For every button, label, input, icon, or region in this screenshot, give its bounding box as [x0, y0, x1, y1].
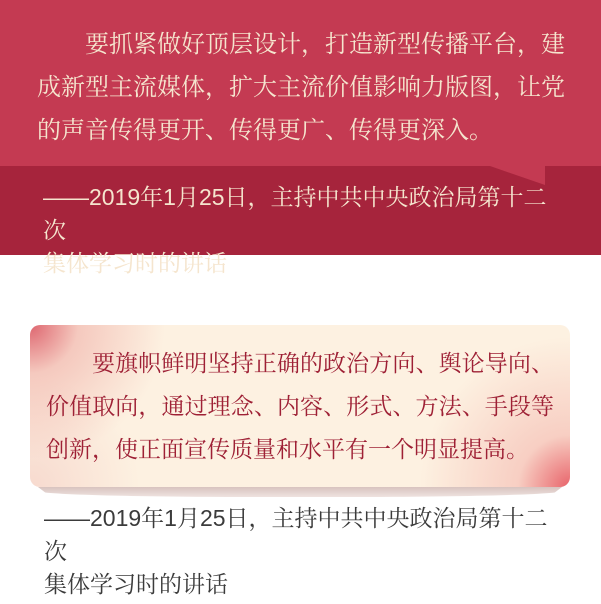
bottom-attribution-line-2: 集体学习时的讲话	[44, 571, 228, 597]
top-quote-section	[0, 0, 601, 166]
bottom-attribution	[44, 502, 561, 601]
quote-card	[30, 325, 570, 487]
bottom-attribution-line-1: ——2019年1月25日，主持中共中央政治局第十二次	[44, 505, 548, 564]
card-shadow	[38, 487, 562, 497]
top-quote-text: 要抓紧做好顶层设计，打造新型传播平台，建成新型主流媒体，扩大主流价值影响力版图，让党的声音传得更开、传得更广、传得更深入。	[37, 32, 565, 144]
card-quote-text: 要旗帜鲜明坚持正确的政治方向、舆论导向、价值取向，通过理念、内容、形式、方法、手段等创新，使正面宣传质量和水平有一个明显提高。	[46, 351, 554, 462]
top-attribution-line-1: ——2019年1月25日，主持中共中央政治局第十二次	[43, 184, 547, 243]
top-attribution-line-2: 集体学习时的讲话	[43, 250, 227, 276]
fold-corner-triangle	[490, 166, 545, 185]
